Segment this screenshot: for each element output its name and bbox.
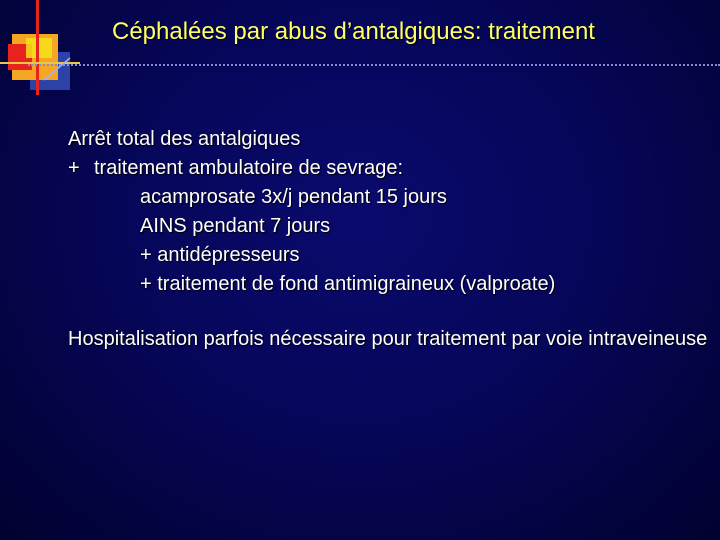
- logo-decoration-icon: [0, 0, 80, 95]
- plus-marker: +: [68, 157, 80, 179]
- title-divider: [28, 64, 720, 66]
- body-line-ains: AINS pendant 7 jours: [140, 215, 331, 237]
- body-line-stop: Arrêt total des antalgiques: [68, 128, 301, 150]
- body-line-prophylaxis: + traitement de fond antimigraineux (valproate): [140, 273, 556, 295]
- body-line-acamprosate: acamprosate 3x/j pendant 15 jours: [140, 186, 447, 208]
- ambulatory-text: traitement ambulatoire de sevrage:: [94, 157, 404, 179]
- slide-title: Céphalées par abus d’antalgiques: traitement: [112, 18, 595, 45]
- body-line-antidepressants: + antidépresseurs: [140, 244, 300, 266]
- paragraph-gap: [68, 299, 708, 325]
- body-line-ambulatory: [68, 154, 708, 183]
- body-line-hospitalisation: Hospitalisation parfois nécessaire pour traitement par voie intraveineuse: [68, 328, 708, 350]
- slide-body: [68, 125, 708, 354]
